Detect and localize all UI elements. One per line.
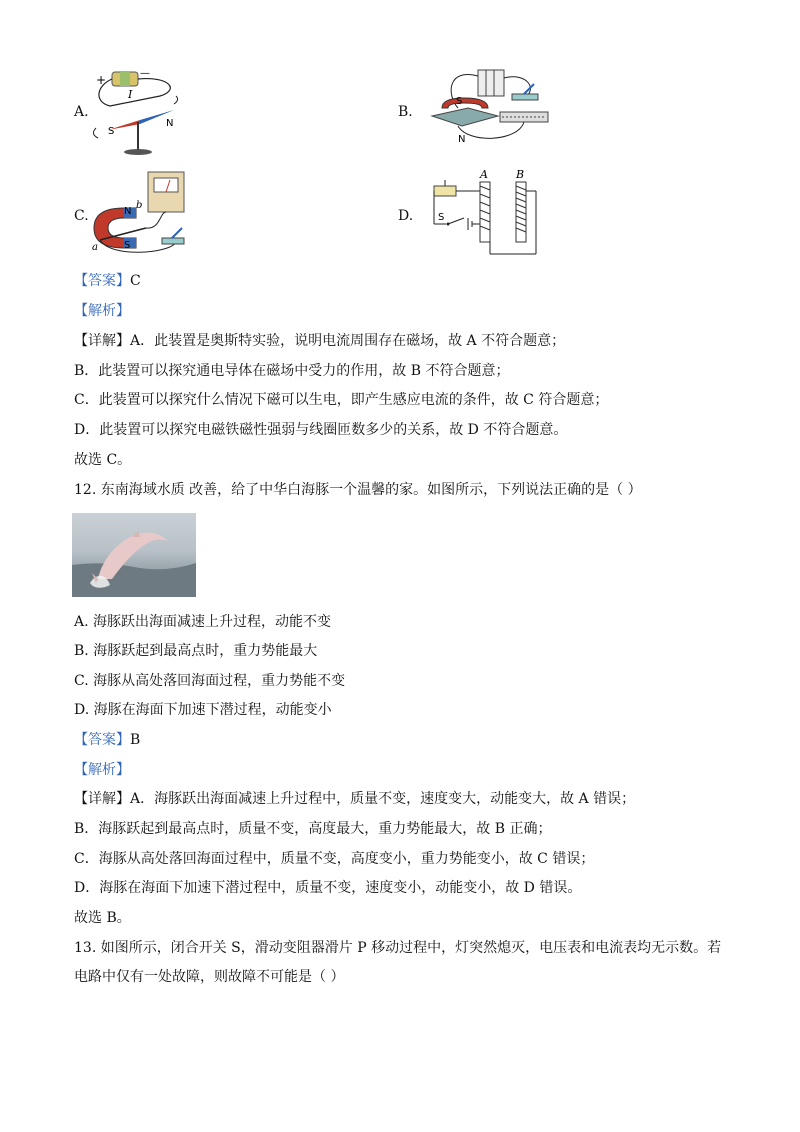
detail-text: A．此装置是奥斯特实验，说明电流周围存在磁场，故 A 不符合题意； (130, 333, 566, 349)
north-pole-label: N (166, 118, 174, 129)
oersted-experiment-figure (90, 64, 190, 156)
q12-analysis-tag: 【解析】 (74, 762, 130, 778)
q13-stem-line-2: 电路中仅有一处故障，则故障不可能是（ ） (74, 969, 345, 985)
q12-option-d: D. 海豚在海面下加速下潜过程，动能变小 (74, 702, 332, 718)
answer-value: B (130, 732, 141, 748)
north-pole-label: N (458, 134, 466, 145)
answer-tag: 【答案】 (74, 273, 130, 289)
q11-conclusion: 故选 C。 (74, 452, 132, 468)
q12-detail-line-4: D．海豚在海面下加速下潜过程中，质量不变，速度变小，动能变小，故 D 错误。 (74, 880, 582, 896)
q11-detail-line-3: C．此装置可以探究什么情况下磁可以生电，即产生感应电流的条件，故 C 符合题意； (74, 392, 609, 408)
detail-tag: 【详解】 (74, 333, 130, 349)
electromagnetic-induction-figure (90, 168, 200, 256)
dolphin-photo (72, 513, 196, 597)
south-pole-label: S (108, 126, 115, 137)
switch-label: S (438, 212, 445, 223)
q11-detail-line-2: B．此装置可以探究通电导体在磁场中受力的作用，故 B 不符合题意； (74, 363, 510, 379)
electromagnet-b-label: B (516, 168, 525, 181)
south-pole-label: S (456, 96, 463, 107)
electromagnet-figure (424, 166, 544, 258)
current-label: I (128, 88, 133, 101)
q11-detail-line-4: D．此装置可以探究电磁铁磁性强弱与线圈匝数多少的关系，故 D 不符合题意。 (74, 422, 568, 438)
option-d-label: D. (398, 208, 414, 224)
point-b-label: b (136, 200, 143, 211)
q11-answer (74, 272, 141, 290)
q12-option-c: C. 海豚从高处落回海面过程，重力势能不变 (74, 673, 346, 689)
option-a-label: A. (74, 104, 89, 120)
q12-option-b: B. 海豚跃起到最高点时，重力势能最大 (74, 643, 318, 659)
q12-option-a: A. 海豚跃出海面减速上升过程，动能不变 (74, 614, 332, 630)
detail-text: A．海豚跃出海面减速上升过程中，质量不变，速度变大，动能变大，故 A 错误； (130, 791, 636, 807)
q11-analysis-tag: 【解析】 (74, 303, 130, 319)
q13-stem-line-1: 13. 如图所示，闭合开关 S，滑动变阻器滑片 P 移动过程中，灯突然熄灭，电压表和电流表均无示数。若 (74, 940, 722, 956)
q12-conclusion: 故选 B。 (74, 910, 131, 926)
option-c-label: C. (74, 208, 89, 224)
answer-value: C (130, 273, 141, 289)
q12-stem: 12. 东南海域水质 改善，给了中华白海豚一个温馨的家。如图所示，下列说法正确的是（ ） (74, 482, 642, 498)
point-a-label: a (92, 242, 98, 253)
electromagnet-a-label: A (480, 168, 488, 181)
q12-detail-line-2: B．海豚跃起到最高点时，质量不变，高度最大，重力势能最大，故 B 正确； (74, 821, 552, 837)
south-pole-label: S (124, 240, 131, 251)
q12-detail-line-3: C．海豚从高处落回海面过程中，质量不变，高度变小，重力势能变小，故 C 错误； (74, 851, 595, 867)
north-pole-label: N (124, 206, 132, 217)
minus-sign: — (140, 68, 150, 79)
plus-sign: + (96, 73, 107, 87)
detail-tag: 【详解】 (74, 791, 130, 807)
motor-principle-figure (428, 64, 558, 152)
q12-answer (74, 731, 140, 749)
option-b-label: B. (398, 104, 413, 120)
answer-tag: 【答案】 (74, 732, 130, 748)
q12-detail-line-1 (74, 790, 635, 808)
q11-detail-line-1 (74, 332, 565, 350)
